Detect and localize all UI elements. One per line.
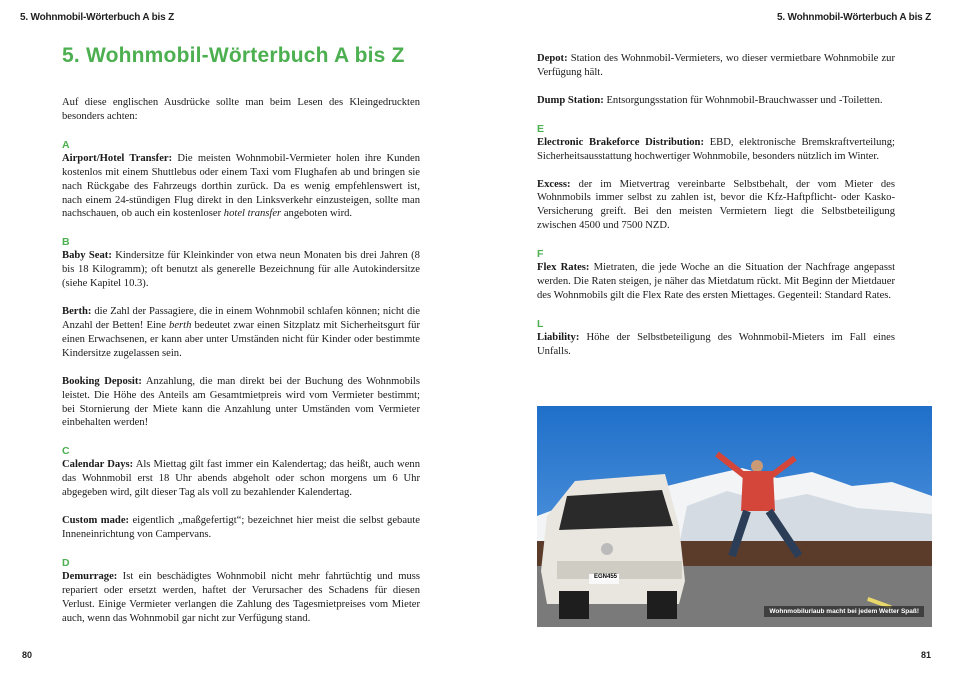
license-plate: EGN455 (594, 574, 618, 580)
entry-term: Depot: (537, 53, 568, 64)
entry-term: Demurrage: (62, 570, 118, 582)
entry-ebd (537, 136, 895, 164)
entry-booking-deposit (62, 375, 420, 431)
entry-text: Entsorgungsstation für Wohnmobil-Brauchwasser und -Toiletten. (603, 94, 883, 106)
entry-depot (537, 52, 895, 80)
entry-text: Ist ein beschädigtes Wohnmobil nicht mehr fahrtüchtig und muss repariert oder ersetzt werden, haftet der Verursacher des Schadens für diesen Verlust. Einige Vermieter verlangen die Zahlung des Tagesmietpreises vom Mieter auch, wenn das Wohnmobil gar nicht zur Verfügung stand. (62, 570, 420, 624)
entry-text: angeboten wird. (281, 208, 353, 220)
entry-berth (62, 305, 420, 361)
entry-liability (537, 331, 895, 359)
entry-airport-transfer (62, 152, 420, 222)
intro-paragraph: Auf diese englischen Ausdrücke sollte man beim Lesen des Kleingedruckten besonders achten: (62, 97, 420, 122)
running-header-left: 5. Wohnmobil-Wörterbuch A bis Z (20, 12, 174, 23)
entry-term: Calendar Days: (62, 459, 134, 471)
photo-caption: Wohnmobilurlaub macht bei jedem Wetter Spaß! (764, 606, 924, 617)
entry-term: Electronic Brakeforce Distribution: (537, 136, 704, 148)
entry-demurrage (62, 570, 420, 626)
entry-text: Die meisten Wohnmobil-Vermieter holen ihre Kunden kostenlos mit einem Shuttlebus oder einem Taxi vom Flughafen ab und bringen sie nach Rückgabe des Fahrzeugs dorthin zurück. Da es wenig empfehlenswert ist, nach einem 24-stündigen Flug direkt in den Linksverkehr einzusteigen, sollte man nachschauen, ob auch ein kostenloser (62, 152, 421, 220)
section-letter-l: L (537, 317, 544, 330)
entry-text: der im Mietvertrag vereinbarte Selbstbehalt, der vom Mieter des Wohnmobils immer selbst zu zahlen ist, bevor die Kfz-Haftpflicht- oder Kasko-Versicherung greift. Bei den meisten Vermietern liegt die Selbstbeteiligung zwischen 4500 und 7500 NZD. (537, 178, 895, 232)
entry-term: Airport/Hotel Transfer: (62, 152, 173, 164)
entry-term: Booking Deposit: (62, 375, 142, 387)
section-letter-e: E (537, 122, 545, 135)
entry-text: Kindersitze für Kleinkinder von etwa neun Monaten bis drei Jahren (8 bis 18 Kilogramm); oft benutzt als generelle Bezeichnung für alle Autokindersitze (siehe Kapitel 10.3). (62, 250, 420, 290)
entry-excess (537, 178, 895, 234)
entry-term: Flex Rates: (537, 262, 590, 274)
entry-term: Dump Station: (537, 94, 604, 106)
section-letter-a: A (62, 138, 70, 151)
entry-text: Anzahlung, die man direkt bei der Buchung des Wohnmobils leistet. Die Höhe des Anteils am Gesamtmietpreis wird vom Vermieter bestimmt; bei Stornierung der Miete kann die Anzahlung unter Umständen vom Vermieter einbehalten werden! (62, 375, 420, 429)
entry-term: Excess: (537, 178, 571, 190)
section-letter-f: F (537, 248, 544, 261)
entry-text: Als Miettag gilt fast immer ein Kalendertag; das heißt, auch wenn das Wohnmobil erst 18 Uhr abends abgeholt oder schon morgens um 6 Uhr abgegeben wird, gilt dieser Tag als voll zu bezahlender Kalendertag. (62, 459, 420, 499)
entry-term: Custom made: (62, 515, 130, 527)
campervan-photo (537, 406, 932, 627)
entry-flex-rates (537, 261, 895, 303)
section-letter-c: C (62, 445, 70, 458)
entry-text: Station des Wohnmobil-Vermieters, wo dieser vermietbare Wohnmobile zur Verfügung hält. (537, 53, 895, 78)
entry-text: Höhe der Selbstbeteiligung des Wohnmobil-Mieters im Fall eines Unfalls. (537, 331, 895, 357)
entry-text: Mietraten, die jede Woche an die Situation der Nachfrage angepasst werden. Die Raten steigen, je näher das Mietdatum rückt. Mit Beginn der Mietdauer des Wohnmobils gilt die Flex Rate des ersten Miettages. Gegenteil: Standard Rates. (537, 262, 896, 301)
section-letter-b: B (62, 236, 70, 249)
running-header-right: 5. Wohnmobil-Wörterbuch A bis Z (777, 12, 931, 23)
chapter-title: 5. Wohnmobil-Wörterbuch A bis Z (62, 44, 405, 67)
entry-text: bedeutet zwar einen Sitzplatz mit Sicherheitsgurt für einen Erwachsenen, er kann aber unter Umständen nicht für Kinder oder bestimmte Kindersitze zugelassen sein. (62, 319, 420, 359)
entry-italic: hotel transfer (223, 208, 282, 220)
entry-term: Baby Seat: (62, 250, 112, 262)
campervan-illustration (537, 406, 932, 627)
left-column (62, 96, 420, 639)
entry-calendar-days (62, 458, 420, 500)
entry-term: Berth: (62, 306, 92, 318)
entry-italic: berth (169, 319, 192, 331)
entry-custom-made (62, 514, 420, 542)
entry-text: EBD, elektronische Bremskraftverteilung; Sicherheitsausstattung hochwertiger Wohnmobile, besonders nützlich im Winter. (537, 136, 895, 162)
entry-baby-seat (62, 249, 420, 291)
page-number-left: 80 (22, 650, 33, 660)
entry-dump-station (537, 94, 895, 108)
entry-text: eigentlich „maßgefertigt“; bezeichnet hier meist die selbst gebaute Inneneinrichtung von Campervans. (62, 515, 420, 540)
page-number-right: 81 (920, 650, 931, 660)
right-column (537, 52, 895, 373)
entry-text: die Zahl der Passagiere, die in einem Wohnmobil schlafen können; nicht die Anzahl der Betten! Eine (62, 306, 420, 331)
entry-term: Liability: (537, 331, 580, 343)
section-letter-d: D (62, 556, 70, 569)
